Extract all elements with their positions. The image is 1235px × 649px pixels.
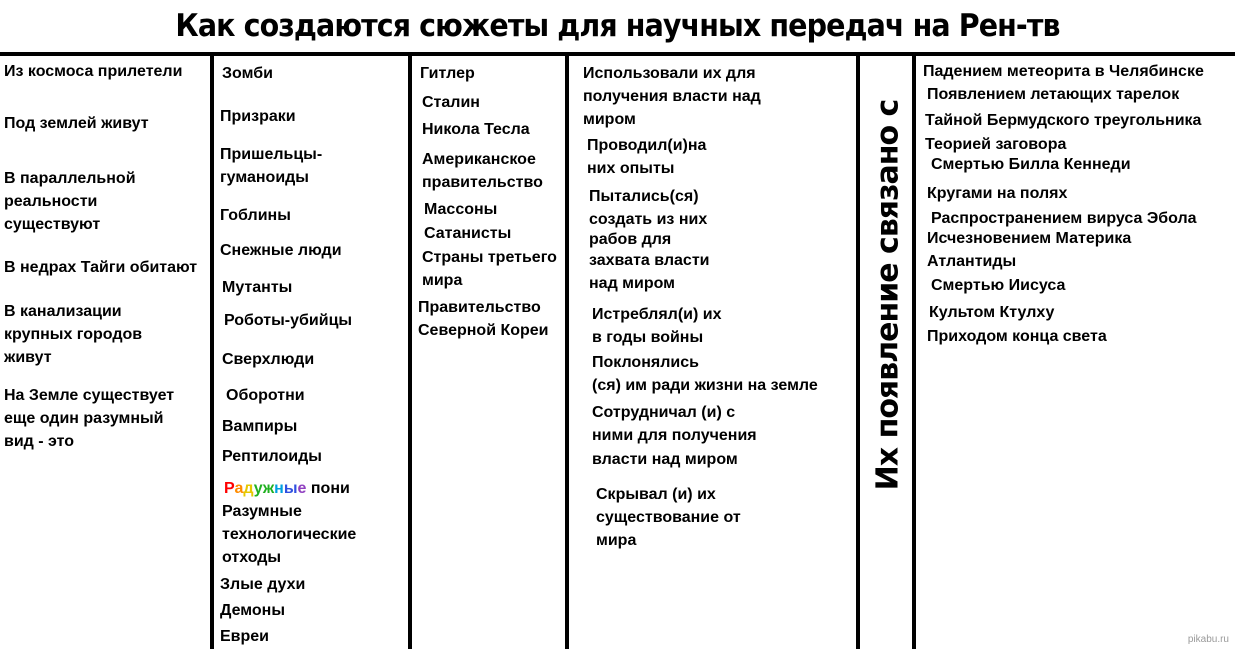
action-item: рабов для [589,231,672,248]
column-divider-1 [210,54,214,649]
event-item: Исчезновением Материка [927,230,1132,247]
action-item: них опыты [587,160,675,177]
creature-item: технологические [222,526,357,543]
action-item: над миром [589,275,676,292]
column-divider-3 [565,54,569,649]
action-item: Сотрудничал (и) с [592,404,736,421]
actor-item: мира [422,272,463,289]
creature-item: Злые духи [220,576,306,593]
rainbow-letter: н [274,480,284,497]
action-item: Истреблял(и) их [592,306,722,323]
actor-item: Американское [422,151,536,168]
creature-item: Рептилоиды [222,448,322,465]
vertical-label [868,99,908,491]
action-item: ними для получения [592,427,757,444]
action-item: создать из них [589,211,708,228]
origin-item: вид - это [4,433,75,450]
header-divider [0,52,1235,56]
action-item: захвата власти [589,252,710,269]
action-item: существование от [596,509,741,526]
action-item: Проводил(и)на [587,137,707,154]
action-item: получения власти над [583,88,761,105]
action-item: Поклонялись [592,354,699,371]
action-item: Пытались(ся) [589,188,699,205]
action-item: Скрывал (и) их [596,486,716,503]
origin-item: Под землей живут [4,115,149,132]
rainbow-letter: Р [224,480,235,497]
event-item: Приходом конца света [927,328,1107,345]
action-item: власти над миром [592,451,738,468]
event-item: Теорией заговора [925,136,1067,153]
watermark: pikabu.ru [1187,634,1229,645]
actor-item: Гитлер [420,65,475,82]
creature-item: Оборотни [226,387,305,404]
origin-item: На Земле существует [4,387,175,404]
creature-item: Вампиры [222,418,298,435]
actor-item: Страны третьего [422,249,557,266]
creature-item: Снежные люди [220,242,342,259]
creature-item: Евреи [220,628,270,645]
rainbow-letter: е [297,480,307,497]
event-item: Падением метеорита в Челябинске [923,63,1204,80]
column-divider-5 [912,54,916,649]
actor-item: Правительство [418,299,541,316]
origin-item: В параллельной [4,170,136,187]
origin-item: живут [4,349,52,366]
rainbow-letter: ы [283,480,298,497]
event-item: Распространением вируса Эбола [931,210,1197,227]
creature-item: Зомби [222,65,273,82]
creature-item: Разумные [222,503,302,520]
actor-item: Северной Кореи [418,322,549,339]
vertical-label-text: Их появление связано с [870,99,906,491]
origin-item: В канализации [4,303,122,320]
action-item: Использовали их для [583,65,756,82]
actor-item: Сталин [422,94,480,111]
action-item: миром [583,111,636,128]
origin-item: В недрах Тайги обитают [4,259,198,276]
actor-item: Массоны [424,201,498,218]
actor-item: Никола Тесла [422,121,530,138]
event-item: Атлантиды [927,253,1017,270]
creature-item: гуманоиды [220,169,309,186]
event-item: Смертью Билла Кеннеди [931,156,1131,173]
origin-item: реальности [4,193,98,210]
column-divider-4 [856,54,860,649]
rainbow-letter: у [253,480,263,497]
action-item: (ся) им ради жизни на земле [592,377,818,394]
creature-item-rainbow-pony [224,477,350,500]
creature-item: Гоблины [220,207,291,224]
actor-item: правительство [422,174,543,191]
pony-label: пони [310,480,350,497]
origin-item: существуют [4,216,101,233]
creature-item: Призраки [220,108,296,125]
creature-item: Мутанты [222,279,293,296]
origin-item: еще один разумный [4,410,164,427]
creature-item: Сверхлюди [222,351,315,368]
event-item: Появлением летающих тарелок [927,86,1180,103]
creature-item: Демоны [220,602,286,619]
event-item: Тайной Бермудского треугольника [925,112,1202,129]
page-title: Как создаются сюжеты для научных передач на Рен-тв [175,8,1060,44]
rainbow-letter: ж [262,480,275,497]
actor-item: Сатанисты [424,225,512,242]
rainbow-letter: а [234,480,244,497]
event-item: Культом Ктулху [929,304,1055,321]
action-item: мира [596,532,637,549]
rainbow-letter: д [243,480,254,497]
event-item: Кругами на полях [927,185,1068,202]
creature-item: отходы [222,549,282,566]
origin-item: Из космоса прилетели [4,63,183,80]
creature-item: Пришельцы- [220,146,323,163]
action-item: в годы войны [592,329,704,346]
event-item: Смертью Иисуса [931,277,1066,294]
column-divider-2 [408,54,412,649]
creature-item: Роботы-убийцы [224,312,353,329]
origin-item: крупных городов [4,326,143,343]
